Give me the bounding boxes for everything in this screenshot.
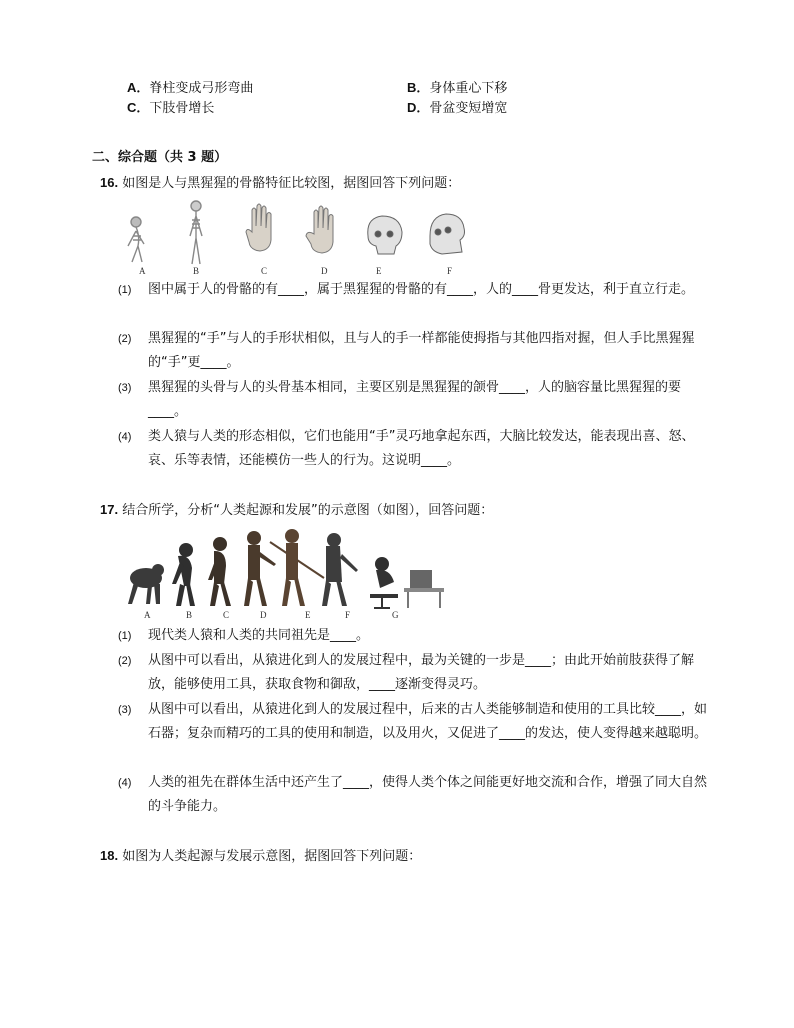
fig17-label-g: G — [392, 610, 399, 620]
q17-sub-2-number: (2) — [118, 655, 132, 667]
q17-sub-1 — [118, 624, 718, 648]
option-d — [407, 97, 507, 116]
option-c — [127, 97, 214, 116]
human-skull — [368, 216, 402, 254]
option-a-letter: A． — [127, 80, 150, 95]
skeleton-comparison-figure — [120, 196, 480, 278]
option-a — [127, 77, 253, 96]
q16-sub-1-number: (1) — [118, 284, 132, 296]
fig17-label-d: D — [260, 610, 267, 620]
q16-sub-2-number: (2) — [118, 333, 132, 345]
q16-number: 16. — [100, 175, 119, 190]
evolution-figure-svg — [120, 524, 450, 614]
option-c-letter: C． — [127, 100, 150, 115]
fig17-label-f: F — [345, 610, 351, 620]
q17-sub-1-text: 现代类人猿和人类的共同祖先是____。 — [148, 628, 370, 643]
skeleton-figure-svg — [120, 196, 480, 278]
fig17-label-a: A — [144, 610, 151, 620]
option-a-text: 脊柱变成弓形弯曲 — [149, 81, 254, 96]
q17-sub-2-text: 从图中可以看出，从猿进化到人的发展过程中，最为关键的一步是____；由此开始前肢获得了解放，能够使用工具，获取食物和御敌，____逐渐变得灵巧。 — [148, 653, 695, 692]
q16-sub-2-text: 黑猩猩的“手”与人的手形状相似，且与人的手一样都能使拇指与其他四指对握，但人手比黑猩猩的“手”更____。 — [148, 331, 695, 370]
q18-number: 18. — [100, 848, 119, 863]
q17-stem: 结合所学，分析“人类起源和发展”的示意图（如图），回答问题： — [122, 503, 494, 518]
figure-b-ape — [172, 543, 195, 606]
fig16-label-e: E — [376, 266, 382, 276]
q17-sub-2 — [118, 649, 718, 697]
fig16-label-d: D — [321, 266, 328, 276]
q17-sub-1-number: (1) — [118, 630, 132, 642]
fig16-label-a: A — [139, 266, 146, 276]
q18-heading — [100, 845, 421, 864]
ape-skull — [430, 214, 465, 254]
q16-sub-4-number: (4) — [118, 431, 132, 443]
q17-sub-3 — [118, 698, 718, 746]
option-d-letter: D． — [407, 100, 430, 115]
q16-sub-4-text: 类人猿与人类的形态相似，它们也能用“手”灵巧地拿起东西，大脑比较发达，能表现出喜、怒、哀、乐等表情，还能模仿一些人的行为。这说明____。 — [148, 429, 695, 468]
q17-number: 17. — [100, 502, 119, 517]
figure-a-ape — [128, 564, 164, 604]
section-title: 二、综合题（共 3 题） — [92, 150, 228, 165]
option-c-text: 下肢骨增长 — [149, 101, 215, 116]
ape-skeleton — [128, 217, 144, 262]
human-evolution-figure — [120, 524, 450, 624]
ape-hand — [246, 204, 271, 251]
figure-g-computer-user — [370, 557, 444, 608]
fig16-label-f: F — [447, 266, 453, 276]
q17-sub-4-text: 人类的祖先在群体生活中还产生了____，使得人类个体之间能更好地交流和合作，增强了同大自然的斗争能力。 — [148, 775, 708, 814]
q16-sub-1-text: 图中属于人的骨骼的有____，属于黑猩猩的骨骼的有____，人的____骨更发达，利于直立行走。 — [148, 282, 695, 297]
option-b-text: 身体重心下移 — [429, 81, 508, 96]
q16-stem: 如图是人与黑猩猩的骨骼特征比较图，据图回答下列问题： — [122, 176, 461, 191]
figure-c-early-human — [208, 537, 231, 606]
q17-sub-3-text: 从图中可以看出，从猿进化到人的发展过程中，后来的古人类能够制造和使用的工具比较____，如石器；复杂而精巧的工具的使用和制造，以及用火，又促进了____的发达，使人变得越来越聪明。 — [148, 702, 708, 741]
q16-sub-2 — [118, 327, 718, 375]
option-b — [407, 77, 507, 96]
q17-heading — [100, 499, 493, 518]
fig16-label-c: C — [261, 266, 268, 276]
q16-sub-3-number: (3) — [118, 382, 132, 394]
q16-sub-4 — [118, 425, 718, 473]
q16-sub-3-text: 黑猩猩的头骨与人的头骨基本相同，主要区别是黑猩猩的颌骨____，人的脑容量比黑猩猩的要____。 — [148, 380, 682, 419]
option-b-letter: B． — [407, 80, 430, 95]
fig17-label-b: B — [186, 610, 193, 620]
fig17-label-c: C — [223, 610, 230, 620]
fig16-label-b: B — [193, 266, 200, 276]
human-skeleton — [190, 201, 202, 264]
option-d-text: 骨盆变短增宽 — [429, 101, 508, 116]
q17-sub-4 — [118, 771, 718, 819]
q17-sub-4-number: (4) — [118, 777, 132, 789]
q18-stem: 如图为人类起源与发展示意图，据图回答下列问题： — [122, 849, 422, 864]
q16-heading — [100, 172, 460, 191]
figure-e-spear-hunter — [270, 529, 324, 606]
fig17-label-e: E — [305, 610, 311, 620]
q17-sub-3-number: (3) — [118, 704, 132, 716]
q16-sub-3 — [118, 376, 718, 424]
human-hand — [306, 206, 333, 253]
figure-f-modern-human — [322, 533, 358, 606]
q16-sub-1 — [118, 278, 718, 302]
